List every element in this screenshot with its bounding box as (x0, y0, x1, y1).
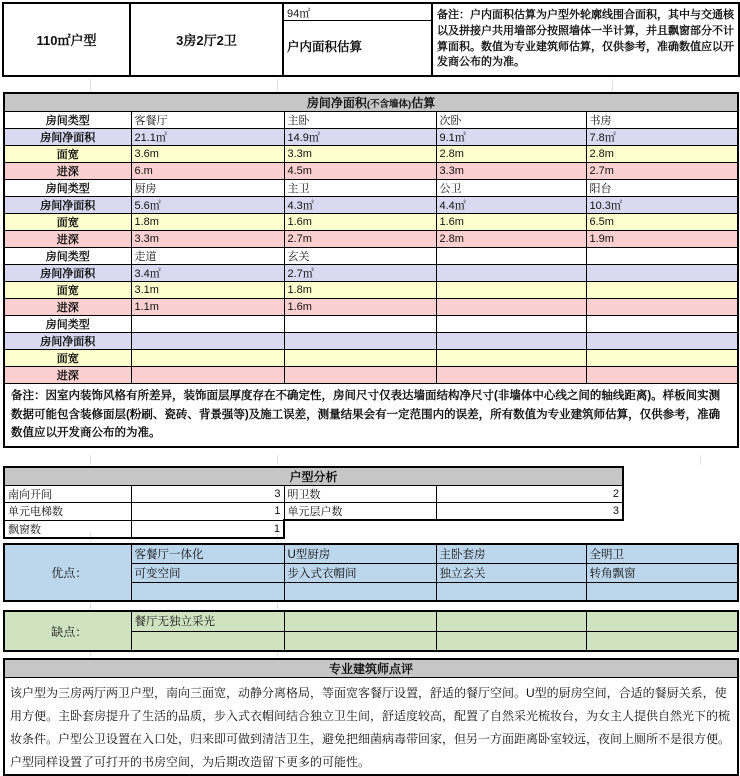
empty-cell (436, 520, 623, 538)
room-width-cell: 6.5m (586, 214, 738, 231)
room-area-cell: 4.4㎡ (436, 197, 586, 214)
room-area-cell: 14.9㎡ (284, 129, 436, 146)
review-body-row (4, 678, 738, 776)
cons-item (131, 631, 284, 651)
grid-line (612, 79, 613, 91)
cons-item (436, 611, 586, 631)
room-area-row (4, 333, 738, 350)
row-label-width: 面宽 (4, 282, 131, 299)
room-type-row (4, 248, 738, 265)
row-label-area: 房间净面积 (4, 265, 131, 282)
room-depth-cell: 1.1m (131, 299, 284, 316)
title-small: (不含墙体) (366, 99, 412, 110)
review-body: 该户型为三房两厅两卫户型，南向三面宽，动静分离格局，等面宽客餐厅设置，舒适的餐厅空间。U型的厨房空间，合适的餐厨关系，使用方便。主卧套房提升了生活的品质，步入式衣帽间结合独立卫生间，舒适度较高，配置了自然采光梳妆台，为女主人提供自然光下的梳妆条件。户型公卫设置在入口处，归来即可做到清洁卫生，避免把细菌病毒带回家，但另一方面距离卧室较远，夜间上厕所不是很方便。户型同样设置了可打开的书房空间，为后期改造留下更多的可能性。 (4, 678, 738, 776)
pros-label: 优点： (4, 544, 131, 601)
unit-area-cell (283, 3, 432, 76)
cons-item (284, 631, 436, 651)
pros-item: 主卧套房 (436, 544, 586, 563)
cons-row (4, 611, 738, 631)
unit-area-label: 户内面积估算 (287, 40, 363, 54)
pros-item (436, 582, 586, 601)
room-depth-cell (131, 367, 284, 384)
room-area-cell: 3.4㎡ (131, 265, 284, 282)
room-area-cell (436, 265, 586, 282)
room-width-cell: 2.8m (586, 146, 738, 163)
room-width-row (4, 214, 738, 231)
review-title: 专业建筑师点评 (4, 659, 738, 678)
row-label-depth: 进深 (4, 163, 131, 180)
room-width-cell (131, 350, 284, 367)
room-area-cell (131, 333, 284, 350)
room-area-row (4, 197, 738, 214)
row-label-width: 面宽 (4, 350, 131, 367)
analysis-value: 1 (131, 503, 284, 521)
room-width-cell (586, 350, 738, 367)
row-label-area: 房间净面积 (4, 333, 131, 350)
grid-line (90, 455, 91, 465)
row-label-area: 房间净面积 (4, 129, 131, 146)
empty-cell (284, 520, 436, 538)
pros-item: 步入式衣帽间 (284, 563, 436, 582)
room-depth-cell (436, 299, 586, 316)
analysis-label: 飘窗数 (4, 520, 131, 538)
unit-header-note: 备注：户内面积估算为户型外轮廓线围合面积，其中与交通核以及拼接户共用墙部分按照墙体一半计算，并且飘窗部分不计算面积。数值为专业建筑师估算，仅供参考，准确数值应以开发商公布的为准。 (432, 3, 739, 76)
room-depth-cell (586, 367, 738, 384)
row-label-type: 房间类型 (4, 248, 131, 265)
pros-item (586, 582, 738, 601)
analysis-row (4, 486, 623, 503)
row-label-width: 面宽 (4, 214, 131, 231)
room-area-cell: 9.1㎡ (436, 129, 586, 146)
room-width-cell: 3.6m (131, 146, 284, 163)
room-width-cell (586, 282, 738, 299)
cons-item (436, 631, 586, 651)
room-width-cell: 1.6m (436, 214, 586, 231)
room-width-row (4, 146, 738, 163)
pros-item: 独立玄关 (436, 563, 586, 582)
analysis-label: 单元层户数 (284, 503, 436, 521)
architect-review-table (3, 658, 739, 776)
unit-header-table (2, 2, 740, 77)
room-area-cell: 7.8㎡ (586, 129, 738, 146)
room-type-cell: 主卧 (284, 112, 436, 129)
review-title-row (4, 659, 738, 678)
unit-analysis-section (3, 466, 624, 539)
cons-item (284, 611, 436, 631)
pros-row (4, 544, 738, 563)
grid-line (90, 601, 91, 609)
grid-line (277, 601, 278, 609)
row-label-depth: 进深 (4, 231, 131, 248)
room-width-cell: 3.3m (284, 146, 436, 163)
room-area-cell: 21.1㎡ (131, 129, 284, 146)
room-type-cell: 书房 (586, 112, 738, 129)
room-depth-row (4, 231, 738, 248)
pros-item: U型厨房 (284, 544, 436, 563)
room-type-cell: 厨房 (131, 180, 284, 197)
pros-item: 全明卫 (586, 544, 738, 563)
room-area-cell: 5.6㎡ (131, 197, 284, 214)
room-type-cell (586, 316, 738, 333)
room-type-cell: 主卫 (284, 180, 436, 197)
room-type-cell: 玄关 (284, 248, 436, 265)
analysis-label: 南向开间 (4, 486, 131, 503)
room-width-cell (436, 350, 586, 367)
analysis-label: 明卫数 (284, 486, 436, 503)
room-depth-row (4, 367, 738, 384)
room-area-section (3, 92, 739, 448)
room-type-row (4, 180, 738, 197)
room-depth-cell: 4.5m (284, 163, 436, 180)
analysis-value: 3 (436, 503, 623, 521)
room-depth-row (4, 299, 738, 316)
room-type-cell (436, 316, 586, 333)
row-label-type: 房间类型 (4, 112, 131, 129)
analysis-value: 1 (131, 520, 284, 538)
room-depth-cell: 2.7m (284, 231, 436, 248)
room-depth-cell: 3.3m (131, 231, 284, 248)
room-depth-cell (586, 299, 738, 316)
room-type-row (4, 316, 738, 333)
analysis-row (4, 503, 623, 521)
room-width-cell: 1.8m (284, 282, 436, 299)
cons-item (586, 611, 738, 631)
room-table-note-row (4, 384, 738, 447)
unit-area-value: 94㎡ (284, 4, 431, 21)
room-table-title-row (4, 93, 738, 112)
analysis-title: 户型分析 (4, 467, 623, 486)
row-label-area: 房间净面积 (4, 197, 131, 214)
room-type-cell: 公卫 (436, 180, 586, 197)
cons-section (3, 610, 739, 652)
unit-analysis-table (3, 466, 624, 539)
room-area-cell (284, 333, 436, 350)
room-type-cell: 次卧 (436, 112, 586, 129)
pros-item: 可变空间 (131, 563, 284, 582)
pros-item (131, 582, 284, 601)
title-prefix: 房间净面积 (306, 96, 367, 110)
room-depth-cell: 2.7m (586, 163, 738, 180)
cons-label: 缺点： (4, 611, 131, 651)
unit-layout-cell: 3房2厅2卫 (130, 3, 283, 76)
cons-item (586, 631, 738, 651)
room-table-note: 备注：因室内装饰风格有所差异，装饰面层厚度存在不确定性，房间尺寸仅表达墙面结构净尺寸(非墙体中心线之间的轴线距离)。样板间实测数据可能包含装修面层(粉刷、瓷砖、背景强等)及施工误差，测量结果会有一定范围内的误差，所有数值为专业建筑师估算，仅供参考，准确数值应以开发商公布的为准。 (4, 384, 738, 447)
room-depth-cell (284, 367, 436, 384)
unit-type-cell: 110㎡户型 (3, 3, 130, 76)
room-width-cell (284, 350, 436, 367)
row-label-type: 房间类型 (4, 180, 131, 197)
room-width-cell: 2.8m (436, 146, 586, 163)
room-depth-cell: 1.9m (586, 231, 738, 248)
room-type-cell (131, 316, 284, 333)
row-label-depth: 进深 (4, 367, 131, 384)
room-depth-row (4, 163, 738, 180)
analysis-row (4, 520, 623, 538)
room-area-row (4, 129, 738, 146)
cons-table (3, 610, 739, 652)
room-width-row (4, 350, 738, 367)
analysis-value: 2 (436, 486, 623, 503)
room-depth-cell: 3.3m (436, 163, 586, 180)
room-depth-cell: 1.6m (284, 299, 436, 316)
pros-item: 转角飘窗 (586, 563, 738, 582)
grid-line (90, 79, 91, 91)
room-area-table (3, 92, 739, 448)
pros-section (3, 543, 739, 602)
room-depth-cell: 6.m (131, 163, 284, 180)
room-table-title (4, 93, 738, 112)
room-width-cell (436, 282, 586, 299)
room-width-cell: 3.1m (131, 282, 284, 299)
row-label-type: 房间类型 (4, 316, 131, 333)
pros-item: 客餐厅一体化 (131, 544, 284, 563)
room-depth-cell (436, 367, 586, 384)
unit-header-row (3, 3, 739, 76)
grid-line (277, 455, 278, 465)
row-label-depth: 进深 (4, 299, 131, 316)
room-type-cell (436, 248, 586, 265)
room-type-cell: 阳台 (586, 180, 738, 197)
analysis-title-row (4, 467, 623, 486)
room-area-cell: 2.7㎡ (284, 265, 436, 282)
grid-line (700, 455, 701, 465)
architect-review-section (3, 658, 739, 776)
title-suffix: 估算 (411, 96, 436, 110)
room-area-cell: 10.3㎡ (586, 197, 738, 214)
room-width-cell: 1.6m (284, 214, 436, 231)
room-type-cell (586, 248, 738, 265)
pros-item (284, 582, 436, 601)
grid-line (277, 79, 278, 91)
pros-table (3, 543, 739, 602)
room-area-cell (436, 333, 586, 350)
room-type-row (4, 112, 738, 129)
row-label-width: 面宽 (4, 146, 131, 163)
room-width-row (4, 282, 738, 299)
room-area-cell (586, 265, 738, 282)
room-area-row (4, 265, 738, 282)
unit-header-block (2, 2, 740, 77)
cons-item: 餐厅无独立采光 (131, 611, 284, 631)
room-type-cell: 走道 (131, 248, 284, 265)
analysis-value: 3 (131, 486, 284, 503)
room-width-cell: 1.8m (131, 214, 284, 231)
room-depth-cell: 2.8m (436, 231, 586, 248)
room-type-cell (284, 316, 436, 333)
room-area-cell: 4.3㎡ (284, 197, 436, 214)
analysis-label: 单元电梯数 (4, 503, 131, 521)
room-type-cell: 客餐厅 (131, 112, 284, 129)
room-area-cell (586, 333, 738, 350)
